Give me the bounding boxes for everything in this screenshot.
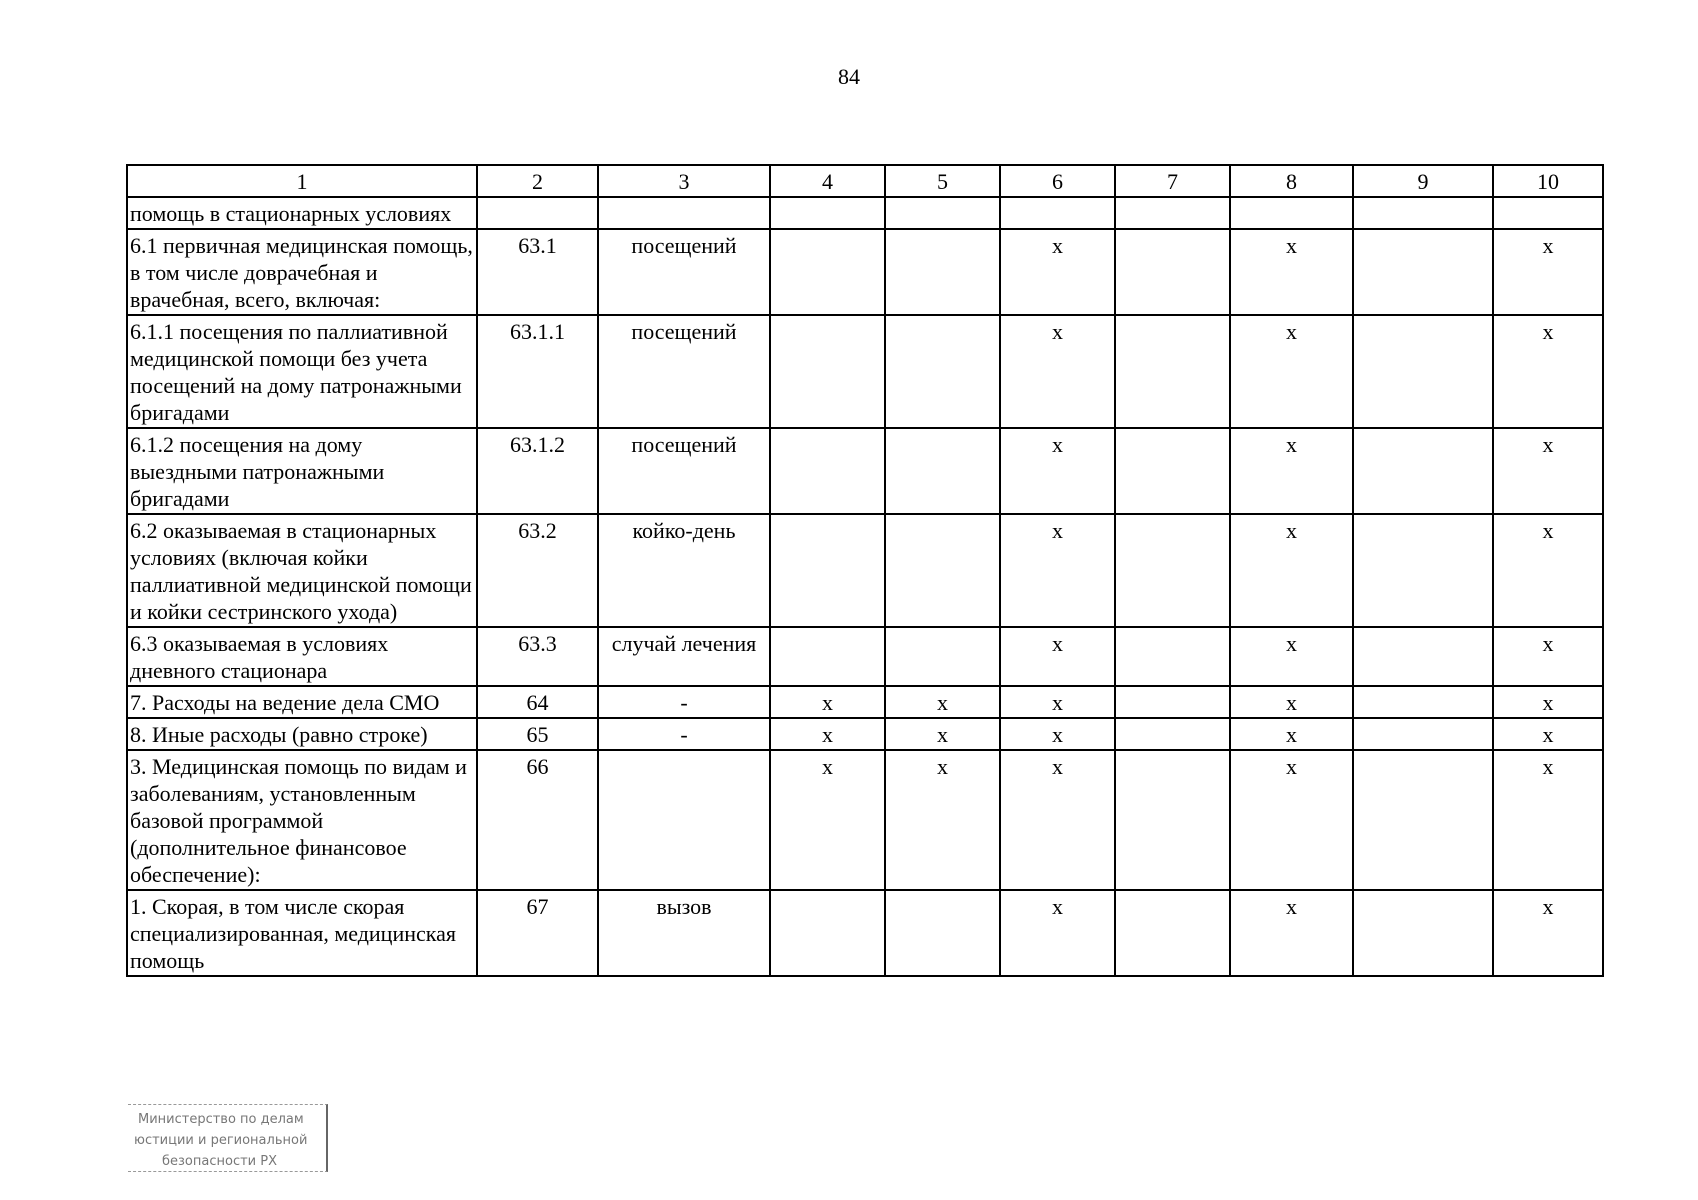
- cell-col7: [1115, 428, 1230, 514]
- column-header: 3: [598, 165, 770, 197]
- table-row: [127, 428, 1603, 514]
- row-label: 6.1.2 посещения на дому выездными патронажными бригадами: [127, 428, 477, 514]
- cell-col7: [1115, 718, 1230, 750]
- table-row: [127, 315, 1603, 428]
- cell-col5: [885, 229, 1000, 315]
- cell-col10: х: [1493, 750, 1603, 890]
- cell-col9: [1353, 750, 1493, 890]
- cell-col10: х: [1493, 514, 1603, 627]
- header-row: [127, 165, 1603, 197]
- row-code: 63.3: [477, 627, 598, 686]
- cell-col7: [1115, 315, 1230, 428]
- row-unit: посещений: [598, 315, 770, 428]
- row-label: 6.1 первичная медицинская помощь, в том числе доврачебная и врачебная, всего, включая:: [127, 229, 477, 315]
- cell-col4: [770, 315, 885, 428]
- stamp-line: Министерство по делам: [138, 1112, 304, 1127]
- column-header: 7: [1115, 165, 1230, 197]
- cell-col7: [1115, 627, 1230, 686]
- table-row: [127, 197, 1603, 229]
- cell-col6: х: [1000, 686, 1115, 718]
- cell-col6: х: [1000, 229, 1115, 315]
- cell-col4: [770, 627, 885, 686]
- registration-stamp: [128, 1104, 328, 1172]
- cell-col7: [1115, 890, 1230, 976]
- cell-col8: х: [1230, 750, 1353, 890]
- cell-col6: х: [1000, 514, 1115, 627]
- table-row: [127, 686, 1603, 718]
- row-code: [477, 197, 598, 229]
- row-label: 7. Расходы на ведение дела СМО: [127, 686, 477, 718]
- column-header: 5: [885, 165, 1000, 197]
- cell-col7: [1115, 197, 1230, 229]
- cell-col10: х: [1493, 718, 1603, 750]
- cell-col4: х: [770, 718, 885, 750]
- table-row: [127, 718, 1603, 750]
- stamp-line: безопасности РХ: [162, 1154, 277, 1169]
- row-code: 65: [477, 718, 598, 750]
- cell-col8: [1230, 197, 1353, 229]
- cell-col9: [1353, 428, 1493, 514]
- cell-col6: х: [1000, 428, 1115, 514]
- cell-col8: х: [1230, 627, 1353, 686]
- column-header: 4: [770, 165, 885, 197]
- cell-col10: [1493, 197, 1603, 229]
- cell-col6: [1000, 197, 1115, 229]
- row-code: 67: [477, 890, 598, 976]
- table-row: [127, 890, 1603, 976]
- row-label: 6.3 оказываемая в условиях дневного стационара: [127, 627, 477, 686]
- cell-col8: х: [1230, 890, 1353, 976]
- row-code: 63.2: [477, 514, 598, 627]
- row-unit: посещений: [598, 428, 770, 514]
- cell-col8: х: [1230, 718, 1353, 750]
- row-code: 66: [477, 750, 598, 890]
- table-row: [127, 627, 1603, 686]
- row-label: 6.2 оказываемая в стационарных условиях (включая койки паллиативной медицинской помощи и койки сестринского ухода): [127, 514, 477, 627]
- cell-col7: [1115, 514, 1230, 627]
- cell-col9: [1353, 229, 1493, 315]
- cell-col5: [885, 315, 1000, 428]
- row-unit: вызов: [598, 890, 770, 976]
- cell-col9: [1353, 197, 1493, 229]
- cell-col5: [885, 197, 1000, 229]
- row-unit: койко-день: [598, 514, 770, 627]
- row-label: 6.1.1 посещения по паллиативной медицинской помощи без учета посещений на дому патронажными бригадами: [127, 315, 477, 428]
- data-table: [126, 164, 1604, 977]
- column-header: 2: [477, 165, 598, 197]
- cell-col7: [1115, 750, 1230, 890]
- cell-col5: [885, 890, 1000, 976]
- cell-col5: [885, 428, 1000, 514]
- cell-col4: [770, 514, 885, 627]
- column-header: 6: [1000, 165, 1115, 197]
- cell-col4: х: [770, 750, 885, 890]
- cell-col10: х: [1493, 890, 1603, 976]
- cell-col8: х: [1230, 428, 1353, 514]
- cell-col8: х: [1230, 686, 1353, 718]
- cell-col9: [1353, 627, 1493, 686]
- cell-col9: [1353, 890, 1493, 976]
- cell-col4: [770, 428, 885, 514]
- cell-col9: [1353, 686, 1493, 718]
- column-header: 10: [1493, 165, 1603, 197]
- cell-col4: [770, 229, 885, 315]
- column-header: 8: [1230, 165, 1353, 197]
- row-unit: случай лечения: [598, 627, 770, 686]
- row-unit: [598, 750, 770, 890]
- cell-col5: [885, 627, 1000, 686]
- cell-col9: [1353, 718, 1493, 750]
- cell-col10: х: [1493, 686, 1603, 718]
- cell-col10: х: [1493, 627, 1603, 686]
- row-unit: -: [598, 686, 770, 718]
- cell-col4: [770, 890, 885, 976]
- row-code: 63.1.2: [477, 428, 598, 514]
- row-code: 63.1.1: [477, 315, 598, 428]
- cell-col8: х: [1230, 315, 1353, 428]
- row-unit: [598, 197, 770, 229]
- row-label: 1. Скорая, в том числе скорая специализированная, медицинская помощь: [127, 890, 477, 976]
- cell-col10: х: [1493, 315, 1603, 428]
- cell-col6: х: [1000, 315, 1115, 428]
- cell-col8: х: [1230, 514, 1353, 627]
- cell-col10: х: [1493, 428, 1603, 514]
- cell-col5: х: [885, 718, 1000, 750]
- cell-col7: [1115, 686, 1230, 718]
- table-row: [127, 750, 1603, 890]
- table-row: [127, 514, 1603, 627]
- cell-col5: [885, 514, 1000, 627]
- cell-col6: х: [1000, 750, 1115, 890]
- cell-col8: х: [1230, 229, 1353, 315]
- cell-col9: [1353, 514, 1493, 627]
- cell-col4: [770, 197, 885, 229]
- row-unit: посещений: [598, 229, 770, 315]
- stamp-line: юстиции и региональной: [134, 1133, 308, 1148]
- cell-col5: х: [885, 686, 1000, 718]
- column-header: 1: [127, 165, 477, 197]
- cell-col7: [1115, 229, 1230, 315]
- row-label: 8. Иные расходы (равно строке): [127, 718, 477, 750]
- cell-col9: [1353, 315, 1493, 428]
- cell-col10: х: [1493, 229, 1603, 315]
- row-code: 63.1: [477, 229, 598, 315]
- row-label: 3. Медицинская помощь по видам и заболеваниям, установленным базовой программой (дополнительное финансовое обеспечение):: [127, 750, 477, 890]
- row-label: помощь в стационарных условиях: [127, 197, 477, 229]
- cell-col5: х: [885, 750, 1000, 890]
- row-unit: -: [598, 718, 770, 750]
- cell-col4: х: [770, 686, 885, 718]
- cell-col6: х: [1000, 890, 1115, 976]
- cell-col6: х: [1000, 627, 1115, 686]
- cell-col6: х: [1000, 718, 1115, 750]
- row-code: 64: [477, 686, 598, 718]
- page-number: 84: [838, 64, 860, 89]
- table-row: [127, 229, 1603, 315]
- column-header: 9: [1353, 165, 1493, 197]
